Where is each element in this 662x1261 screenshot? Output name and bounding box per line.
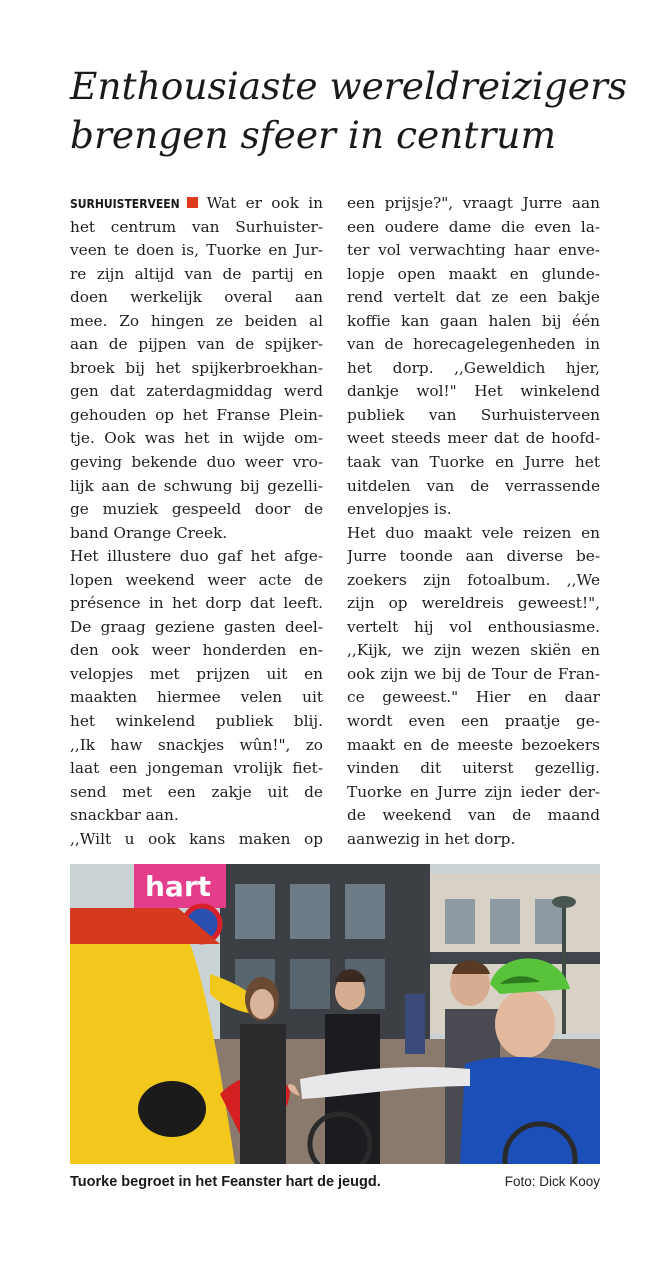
body-line: laat een jongeman vrolijk fiet- <box>70 759 323 778</box>
body-line: Jurre toonde aan diverse be- <box>347 547 600 566</box>
body-line: gehouden op het Franse Plein- <box>70 405 323 424</box>
body-line: Tuorke en Jurre zijn ieder der- <box>347 782 600 801</box>
body-line: dankje wol!" Het winkelend <box>347 382 600 401</box>
body-line: lopje open maakt en glunde- <box>347 264 600 283</box>
body-line: SURHUISTERVEEN Wat er ook in <box>70 194 323 212</box>
body-line: geving bekende duo weer vro- <box>70 453 323 472</box>
body-line: het centrum van Surhuister- <box>70 217 323 236</box>
body-line: het dorp. ,,Geweldich hjer, <box>347 358 600 377</box>
body-line: ook zijn we bij de Tour de Fran- <box>347 664 600 683</box>
body-line: aan de pijpen van de spijker- <box>70 335 323 354</box>
body-line: het winkelend publiek blij. <box>70 712 323 731</box>
body-line: ,,Wilt u ook kans maken op <box>70 829 323 848</box>
body-line: uitdelen van de verrassende <box>347 476 600 495</box>
body-line: veen te doen is, Tuorke en Jur- <box>70 241 323 260</box>
body-line: velopjes met prijzen uit en <box>70 664 323 683</box>
body-line: een prijsje?", vraagt Jurre aan <box>347 194 600 212</box>
body-line: tje. Ook was het in wijde om- <box>70 429 323 448</box>
body-line: lijk aan de schwung bij gezelli- <box>70 476 323 495</box>
body-line: zoekers zijn fotoalbum. ,,We <box>347 570 600 589</box>
headline-line-1: Enthousiaste wereldreizigers <box>70 64 628 108</box>
dateline-marker-icon <box>187 197 198 208</box>
body-line: snackbar aan. <box>70 806 179 825</box>
body-line: taak van Tuorke en Jurre het <box>347 453 600 472</box>
photo-credit: Foto: Dick Kooy <box>504 1174 600 1189</box>
body-line: weet steeds meer dat de hoofd- <box>347 429 600 448</box>
body-line: re zijn altijd van de partij en <box>70 264 323 283</box>
banner-text: hart <box>144 870 212 903</box>
caption-text: Tuorke begroet in het Feanster hart de jeugd. <box>70 1174 381 1190</box>
body-line: den ook weer honderden en- <box>70 641 323 660</box>
dateline: SURHUISTERVEEN <box>70 197 180 211</box>
body-line: lopen weekend weer acte de <box>70 570 323 589</box>
body-line: koffie kan gaan halen bij één <box>347 311 600 330</box>
body-line: maakten hiermee velen uit <box>70 688 323 707</box>
body-line: Het illustere duo gaf het afge- <box>70 547 323 566</box>
body-line: send met een zakje uit de <box>70 782 323 801</box>
body-line: Het duo maakt vele reizen en <box>347 523 600 542</box>
body-line: een oudere dame die even la- <box>347 217 600 236</box>
photo-caption <box>70 1170 600 1194</box>
body-line: publiek van Surhuisterveen <box>347 405 600 424</box>
photo-illustration <box>70 864 600 1164</box>
body-line: rend vertelt dat ze een bakje <box>347 288 600 307</box>
body-line: van de horecagelegenheden in <box>347 335 600 354</box>
body-line: gen dat zaterdagmiddag werd <box>70 382 323 401</box>
body-line: ,,Kijk, we zijn wezen skiën en <box>347 641 600 660</box>
body-line: ce geweest." Hier en daar <box>347 688 600 707</box>
body-line: ,,Ik haw snackjes wûn!", zo <box>70 735 323 754</box>
body-line: vertelt hij vol enthousiasme. <box>347 617 600 636</box>
body-line: aanwezig in het dorp. <box>347 829 516 848</box>
body-line: ter vol verwachting haar enve- <box>347 241 600 260</box>
body-line: ge muziek gespeeld door de <box>70 500 323 519</box>
headline <box>70 62 630 160</box>
body-line: mee. Zo hingen ze beiden al <box>70 311 323 330</box>
body-line: De graag geziene gasten deel- <box>70 617 323 636</box>
body-line: maakt en de meeste bezoekers <box>347 735 600 754</box>
body-line: zijn op wereldreis geweest!", <box>347 594 600 613</box>
article-column-right <box>347 192 600 851</box>
headline-line-2: brengen sfeer in centrum <box>70 113 557 157</box>
body-line: présence in het dorp dat leeft. <box>70 594 323 613</box>
body-line: wordt even een praatje ge- <box>347 712 600 731</box>
article-photo <box>70 864 600 1164</box>
body-line: de weekend van de maand <box>347 806 600 825</box>
body-line: doen werkelijk overal aan <box>70 288 323 307</box>
body-line: broek bij het spijkerbroekhan- <box>70 358 323 377</box>
body-line: band Orange Creek. <box>70 523 228 542</box>
body-line: envelopjes is. <box>347 500 452 519</box>
body-line: vinden dit uiterst gezellig. <box>347 759 600 778</box>
article-column-left <box>70 192 323 851</box>
